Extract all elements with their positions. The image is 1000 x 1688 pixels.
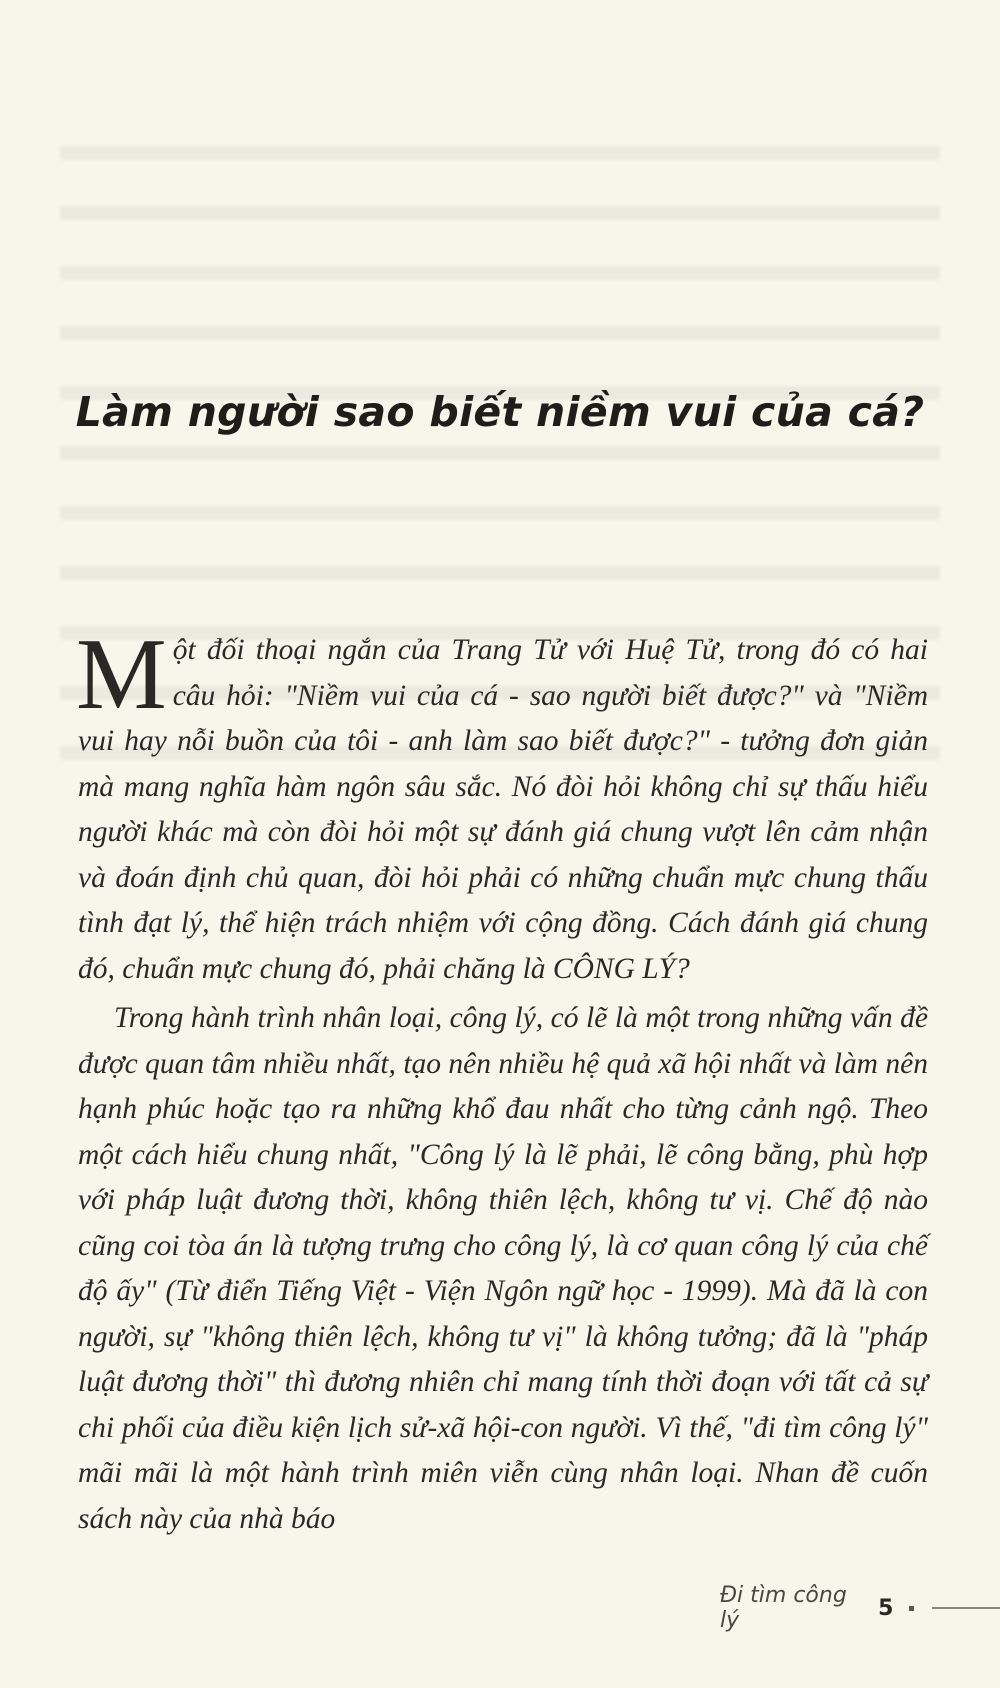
drop-cap: M xyxy=(76,618,167,731)
body-text xyxy=(76,618,928,1542)
footer-dot xyxy=(909,1606,914,1611)
footer-rule xyxy=(932,1607,1000,1609)
page-footer xyxy=(720,1583,1000,1633)
paragraph-1 xyxy=(76,618,928,992)
paragraph-2: Trong hành trình nhân loại, công lý, có lẽ là một trong những vấn đề được quan tâm nhiều nhất, tạo nên nhiều hệ quả xã hội nhất và làm nên hạnh phúc hoặc tạo ra những khổ đau nhất cho từng cảnh ngộ. Theo một cách hiểu chung nhất, "Công lý là lẽ phải, lẽ công bằng, phù hợp với pháp luật đương thời, không thiên lệch, không tư vị. Chế độ nào cũng coi tòa án là tượng trưng cho công lý, là cơ quan công lý của chế độ ấy" (Từ điển Tiếng Việt - Viện Ngôn ngữ học - 1999). Mà đã là con người, sự "không thiên lệch, không tư vị" là không tưởng; đã là "pháp luật đương thời" thì đương nhiên chỉ mang tính thời đoạn với tất cả sự chi phối của điều kiện lịch sử-xã hội-con người. Vì thế, "đi tìm công lý" mãi mãi là một hành trình miên viễn cùng nhân loại. Nhan đề cuốn sách này của nhà báo xyxy=(78,1002,928,1535)
show-through-texture xyxy=(60,100,940,660)
page-number: 5 xyxy=(878,1595,894,1621)
chapter-title: Làm người sao biết niềm vui của cá? xyxy=(75,388,925,436)
paragraph-1-text: ột đối thoại ngắn của Trang Tử với Huệ Tử, trong đó có hai câu hỏi: "Niềm vui của cá - sao người biết được?" và "Niềm vui hay nỗi buồn của tôi - anh làm sao biết được?" - tưởng đơn giản mà mang nghĩa hàm ngôn sâu sắc. Nó đòi hỏi không chỉ sự thấu hiểu người khác mà còn đòi hỏi một sự đánh giá chung vượt lên cảm nhận và đoán định chủ quan, đòi hỏi phải có những chuẩn mực chung thấu tình đạt lý, thể hiện trách nhiệm với cộng đồng. Cách đánh giá chung đó, chuẩn mực chung đó, phải chăng là CÔNG LÝ? xyxy=(78,634,928,985)
running-footer-title: Đi tìm công lý xyxy=(720,1583,847,1633)
